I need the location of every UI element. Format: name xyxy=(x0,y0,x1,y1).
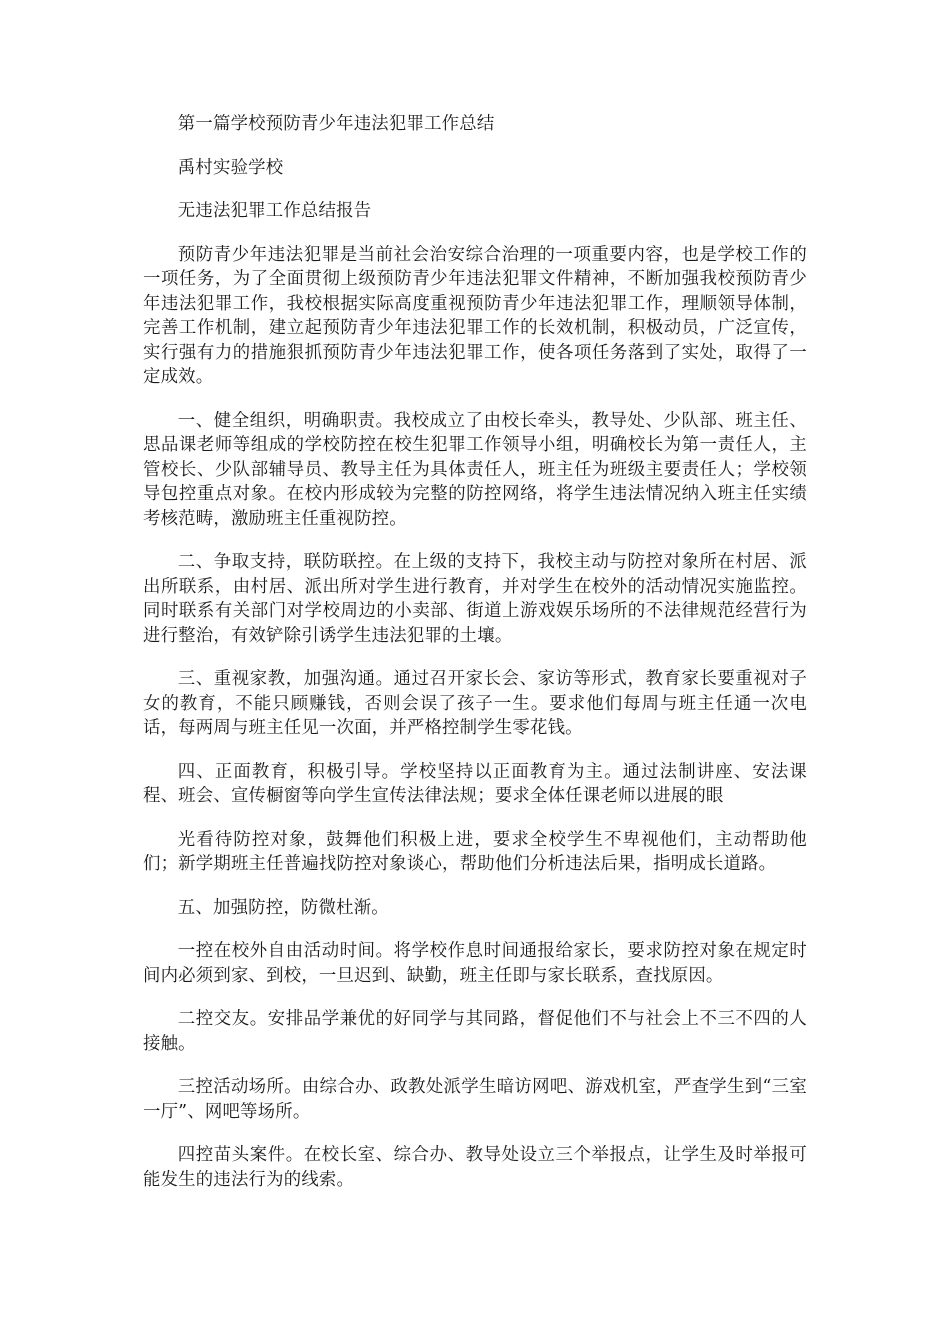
paragraph-control-3: 三控活动场所。由综合办、政教处派学生暗访网吧、游戏机室，严查学生到“三室一厅”、网吧等场所。 xyxy=(143,1077,807,1122)
paragraph-control-4: 四控苗头案件。在校长室、综合办、教导处设立三个举报点，让学生及时举报可能发生的违法行为的线索。 xyxy=(143,1145,807,1190)
paragraph-control-1: 一控在校外自由活动时间。将学校作息时间通报给家长，要求防控对象在规定时间内必须到家、到校，一旦迟到、缺勤，班主任即与家长联系，查找原因。 xyxy=(143,941,807,986)
paragraph-support: 二、争取支持，联防联控。在上级的支持下，我校主动与防控对象所在村居、派出所联系，由村居、派出所对学生进行教育，并对学生在校外的活动情况实施监控。同时联系有关部门对学校周边的小卖部、街道上游戏娱乐场所的不法律规范经营行为进行整治，有效铲除引诱学生违法犯罪的土壤。 xyxy=(143,552,807,646)
paragraph-family: 三、重视家教，加强沟通。通过召开家长会、家访等形式，教育家长要重视对子女的教育，不能只顾赚钱，否则会误了孩子一生。要求他们每周与班主任通一次电话，每两周与班主任见一次面，并严格控制学生零花钱。 xyxy=(143,669,807,738)
paragraph-intro: 预防青少年违法犯罪是当前社会治安综合治理的一项重要内容，也是学校工作的一项任务，为了全面贯彻上级预防青少年违法犯罪文件精神，不断加强我校预防青少年违法犯罪工作，我校根据实际高度重视预防青少年违法犯罪工作，理顺领导体制，完善工作机制，建立起预防青少年违法犯罪工作的长效机制，积极动员，广泛宣传，实行强有力的措施狠抓预防青少年违法犯罪工作，使各项任务落到了实处，取得了一定成效。 xyxy=(143,244,807,387)
document-body xyxy=(143,112,807,1211)
paragraph-control-2: 二控交友。安排品学兼优的好同学与其同路，督促他们不与社会上不三不四的人接触。 xyxy=(143,1009,807,1054)
report-title: 无违法犯罪工作总结报告 xyxy=(177,201,372,221)
paragraph-prevention-heading: 五、加强防控，防微杜渐。 xyxy=(177,897,389,918)
school-name: 禹村实验学校 xyxy=(177,157,284,178)
document-title: 第一篇学校预防青少年违法犯罪工作总结 xyxy=(177,114,495,134)
paragraph-organization: 一、健全组织，明确职责。我校成立了由校长牵头，教导处、少队部、班主任、思品课老师等组成的学校防控在校生犯罪工作领导小组，明确校长为第一责任人，主管校长、少队部辅导员、教导主任为具体责任人，班主任为班级主要责任人；学校领导包控重点对象。在校内形成较为完整的防控网络，将学生违法情况纳入班主任实绩考核范畴，激励班主任重视防控。 xyxy=(143,410,807,529)
paragraph-education: 四、正面教育，积极引导。学校坚持以正面教育为主。通过法制讲座、安法课程、班会、宣传橱窗等向学生宣传法律法规；要求全体任课老师以进展的眼 xyxy=(143,761,807,806)
paragraph-education-cont: 光看待防控对象，鼓舞他们积极上进，要求全校学生不卑视他们，主动帮助他们；新学期班主任普遍找防控对象谈心，帮助他们分析违法后果，指明成长道路。 xyxy=(143,829,807,874)
